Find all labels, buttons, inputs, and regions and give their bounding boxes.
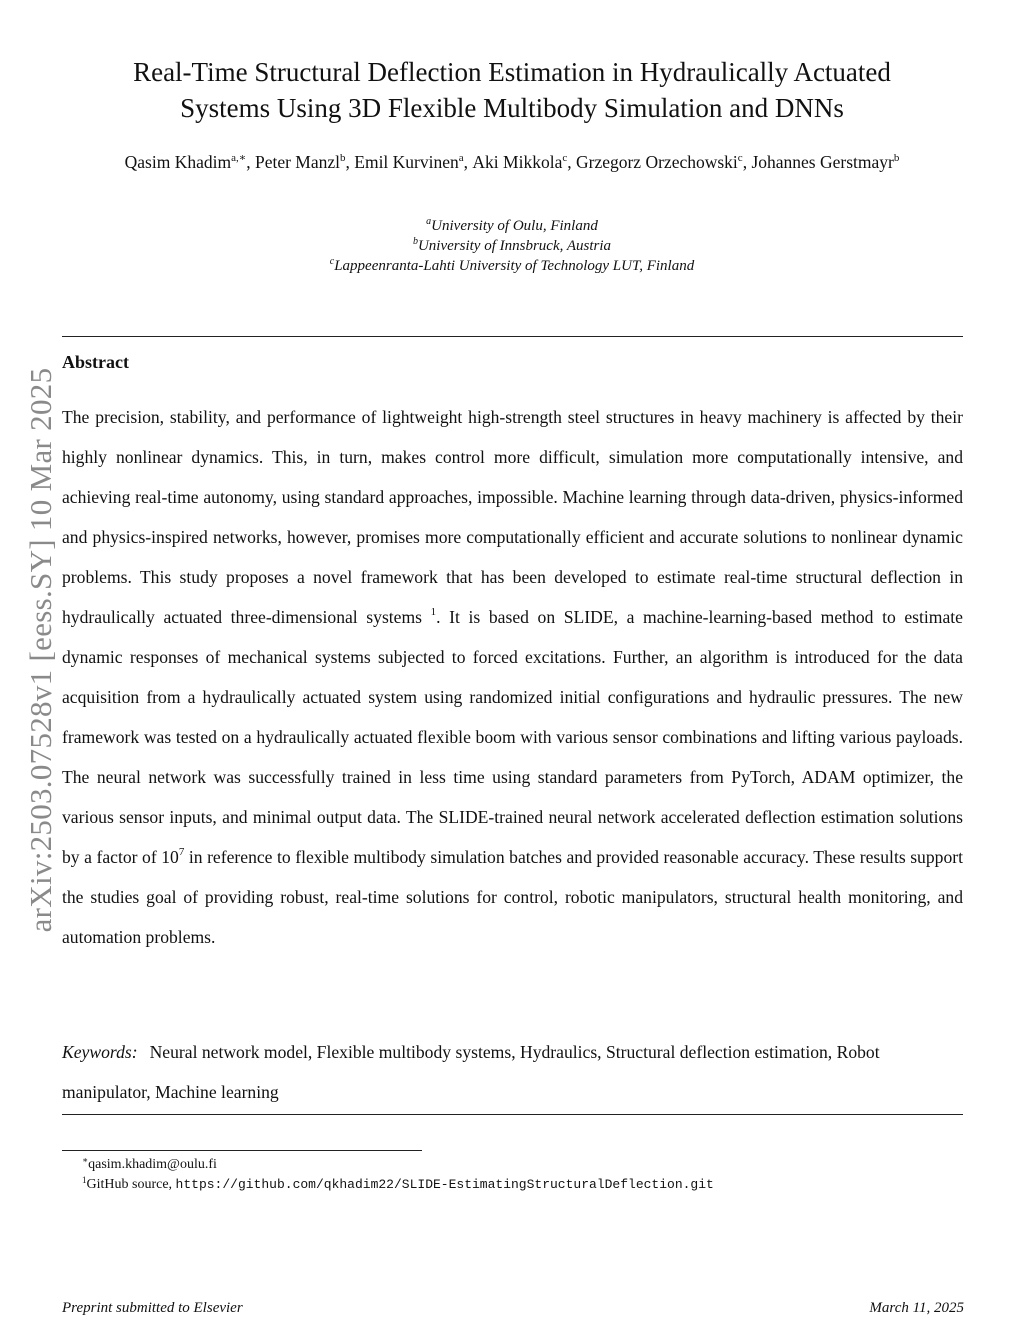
author <box>472 152 576 172</box>
author-affiliation-mark: b <box>893 152 900 164</box>
author-name: Emil Kurvinen <box>354 152 459 172</box>
footnote-rule <box>62 1150 422 1151</box>
author-affiliation-mark: c <box>562 152 568 164</box>
footnotes <box>82 1155 714 1195</box>
author <box>125 152 255 172</box>
abstract-bottom-rule <box>62 1114 963 1115</box>
footer-preprint-note: Preprint submitted to Elsevier <box>62 1300 243 1316</box>
keywords-label: Keywords: <box>62 1042 138 1062</box>
github-url-link[interactable]: https://github.com/qkhadim22/SLIDE-EstimatingStructuralDeflection.git <box>175 1177 714 1192</box>
footnote-github <box>82 1175 714 1195</box>
author-name: Johannes Gerstmayr <box>751 152 894 172</box>
keywords <box>62 1032 963 1112</box>
author-name: Peter Manzl <box>254 152 341 172</box>
exponent: 7 <box>178 846 185 858</box>
affiliation-mark: b <box>412 236 418 247</box>
author-affiliation-mark: a <box>458 152 464 164</box>
affiliation-text: University of Innsbruck, Austria <box>417 238 612 254</box>
author-separator: , <box>463 152 473 172</box>
author-separator: , <box>246 152 255 172</box>
paper-title <box>62 54 962 126</box>
keywords-text: Neural network model, Flexible multibody systems, Hydraulics, Structural deflection estimation, Robot manipulator, Machine learning <box>62 1042 880 1102</box>
affiliation-mark: a <box>426 216 432 227</box>
author-affiliation-mark: c <box>737 152 743 164</box>
footnote-mark: 1 <box>82 1175 87 1185</box>
footnote-corresponding-author <box>82 1155 714 1175</box>
author-affiliation-mark: a,∗ <box>231 152 247 164</box>
author-separator: , <box>742 152 752 172</box>
affiliation-text: Lappeenranta-Lahti University of Technology LUT, Finland <box>334 258 695 274</box>
affiliation <box>62 256 962 276</box>
github-label: GitHub source, <box>86 1177 176 1192</box>
author <box>576 152 751 172</box>
author-separator: , <box>567 152 576 172</box>
footnote-mark: ∗ <box>82 1155 89 1165</box>
author-name: Qasim Khadim <box>124 152 232 172</box>
abstract-text-part-2: . It is based on SLIDE, a machine-learning-based method to estimate dynamic responses of mechanical systems subjected to forced excitations. Further, an algorithm is introduced for the data acquisition from a hydraulically actuated system using randomized initial configurations and hydraulic pressures. The new framework was tested on a hydraulically actuated flexible boom with various sensor combinations and lifting various payloads. The neural network was successfully trained in less time using standard parameters from PyTorch, ADAM optimizer, the various sensor inputs, and minimal output data. The SLIDE-trained neural network accelerated deflection estimation solutions by a factor of 10 <box>62 607 963 867</box>
abstract-heading: Abstract <box>62 352 129 372</box>
email-link[interactable]: qasim.khadim@oulu.fi <box>88 1157 217 1172</box>
abstract-body <box>62 397 963 957</box>
footer-date: March 11, 2025 <box>869 1300 964 1316</box>
affiliation <box>62 236 962 256</box>
abstract-top-rule <box>62 336 963 337</box>
author-name: Grzegorz Orzechowski <box>575 152 738 172</box>
title-line-1: Real-Time Structural Deflection Estimation in Hydraulically Actuated <box>133 57 891 87</box>
affiliation-mark: c <box>329 256 335 267</box>
affiliation <box>62 216 962 236</box>
author-separator: , <box>345 152 355 172</box>
affiliation-list <box>62 216 962 276</box>
author <box>354 152 472 172</box>
affiliation-text: University of Oulu, Finland <box>431 218 598 234</box>
author <box>255 152 354 172</box>
author <box>751 152 899 172</box>
author-list <box>62 150 962 174</box>
author-affiliation-mark: b <box>340 152 346 164</box>
arxiv-identifier-stamp: arXiv:2503.07528v1 [eess.SY] 10 Mar 2025 <box>23 367 58 933</box>
footnote-reference-mark[interactable]: 1 <box>430 606 437 618</box>
abstract-text-part-1: The precision, stability, and performance of lightweight high-strength steel structures in heavy machinery is affected by their highly nonlinear dynamics. This, in turn, makes control more difficult, simulation more computationally intensive, and achieving real-time autonomy, using standard approaches, impossible. Machine learning through data-driven, physics-informed and physics-inspired networks, however, promises more computationally efficient and accurate solutions to nonlinear dynamic problems. This study proposes a novel framework that has been developed to estimate real-time structural deflection in hydraulically actuated three-dimensional systems <box>62 407 963 627</box>
abstract-text-part-3: in reference to flexible multibody simulation batches and provided reasonable accuracy. These results support the studies goal of providing robust, real-time solutions for control, robotic manipulators, structural health monitoring, and automation problems. <box>62 847 963 947</box>
author-name: Aki Mikkola <box>472 152 563 172</box>
title-line-2: Systems Using 3D Flexible Multibody Simulation and DNNs <box>180 93 844 123</box>
